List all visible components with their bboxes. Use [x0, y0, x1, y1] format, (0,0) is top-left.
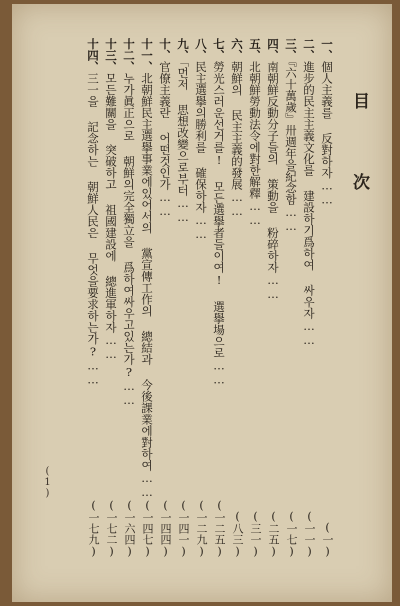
entry-number: 十一、 — [140, 38, 154, 73]
book-page — [12, 4, 392, 602]
entry-title: 個人主義를 反對하자…… — [320, 61, 334, 207]
entry-number: 十三、 — [104, 38, 118, 73]
toc-entry — [174, 38, 192, 558]
toc-entry — [300, 38, 318, 558]
entry-title: 누가眞正으로 朝鮮의完全獨立을 爲하여싸우고있는가?…… — [122, 72, 136, 407]
toc-entry — [246, 38, 264, 558]
toc-entry — [192, 38, 210, 558]
toc-entry — [138, 38, 156, 558]
entry-number: 十、 — [158, 38, 172, 61]
toc-heading: 目 次 — [349, 92, 369, 212]
entry-title: 朝鮮의 民主主義的發展…… — [230, 61, 244, 218]
entry-number: 五、 — [248, 38, 262, 61]
entry-page: (一四四) — [159, 499, 172, 558]
entry-title: 『六十萬歲』卅週年을紀念함…… — [284, 61, 298, 233]
entry-number: 十四、 — [86, 38, 100, 73]
toc-entries — [30, 38, 336, 558]
entry-title: 南朝鮮反動分子들의 策動을 粉碎하자…… — [266, 61, 280, 301]
toc-entry — [156, 38, 174, 558]
toc-entry — [228, 38, 246, 558]
entry-page: (一一) — [303, 510, 316, 558]
entry-number: 八、 — [194, 38, 208, 61]
entry-page: (一七九) — [87, 499, 100, 558]
entry-page: (一七二) — [105, 499, 118, 558]
toc-entry — [84, 38, 102, 558]
entry-page: (二五) — [267, 510, 280, 558]
page-folio: (1) — [42, 466, 53, 499]
entry-number: 一、 — [320, 38, 334, 61]
toc-entry — [120, 38, 138, 558]
entry-page: (一二九) — [195, 499, 208, 558]
entry-title: 民主選擧의勝利를 確保하자…… — [194, 61, 208, 241]
entry-number: 七、 — [212, 38, 226, 61]
entry-page: (一四七) — [141, 499, 154, 558]
toc-entry — [264, 38, 282, 558]
entry-title: 北朝鮮民主選擧事業에있어서의 黨宣傳工作의 總結과 今後課業에對하여…… — [140, 72, 154, 499]
entry-title: 勞光스러운선거를! 모든選擧者들이여! 選擧場으로…… — [212, 61, 226, 387]
entry-number: 六、 — [230, 38, 244, 61]
entry-number: 四、 — [266, 38, 280, 61]
entry-title: 모든難關을 突破하고 祖國建設에 總進軍하자…… — [104, 72, 118, 361]
toc-entry — [318, 38, 336, 558]
entry-title: 三一을 記念하는 朝鮮人民은 무엇을要求하는가?…… — [86, 72, 100, 387]
entry-number: 二、 — [302, 38, 316, 61]
entry-number: 九、 — [176, 38, 190, 61]
entry-title: 進步的民主主義文化를 建設하기爲하여 싸우자…… — [302, 61, 316, 347]
entry-title: 「먼저 思想改變으로부터…… — [176, 61, 190, 224]
entry-number: 十二、 — [122, 38, 136, 73]
entry-page: (一四一) — [177, 499, 190, 558]
toc-entry — [210, 38, 228, 558]
entry-page: (三一) — [249, 510, 262, 558]
toc-entry — [102, 38, 120, 558]
toc-entry — [282, 38, 300, 558]
entry-title: 官僚主義란 어떤것인가…… — [158, 61, 172, 218]
entry-page: (一二五) — [213, 499, 226, 558]
entry-page: (一七) — [285, 510, 298, 558]
entry-page: (一六四) — [123, 499, 136, 558]
entry-page: (一) — [321, 521, 334, 558]
entry-page: (八三) — [231, 510, 244, 558]
entry-title: 北朝鮮勞動法令에對한解釋…… — [248, 61, 262, 227]
entry-number: 三、 — [284, 38, 298, 61]
